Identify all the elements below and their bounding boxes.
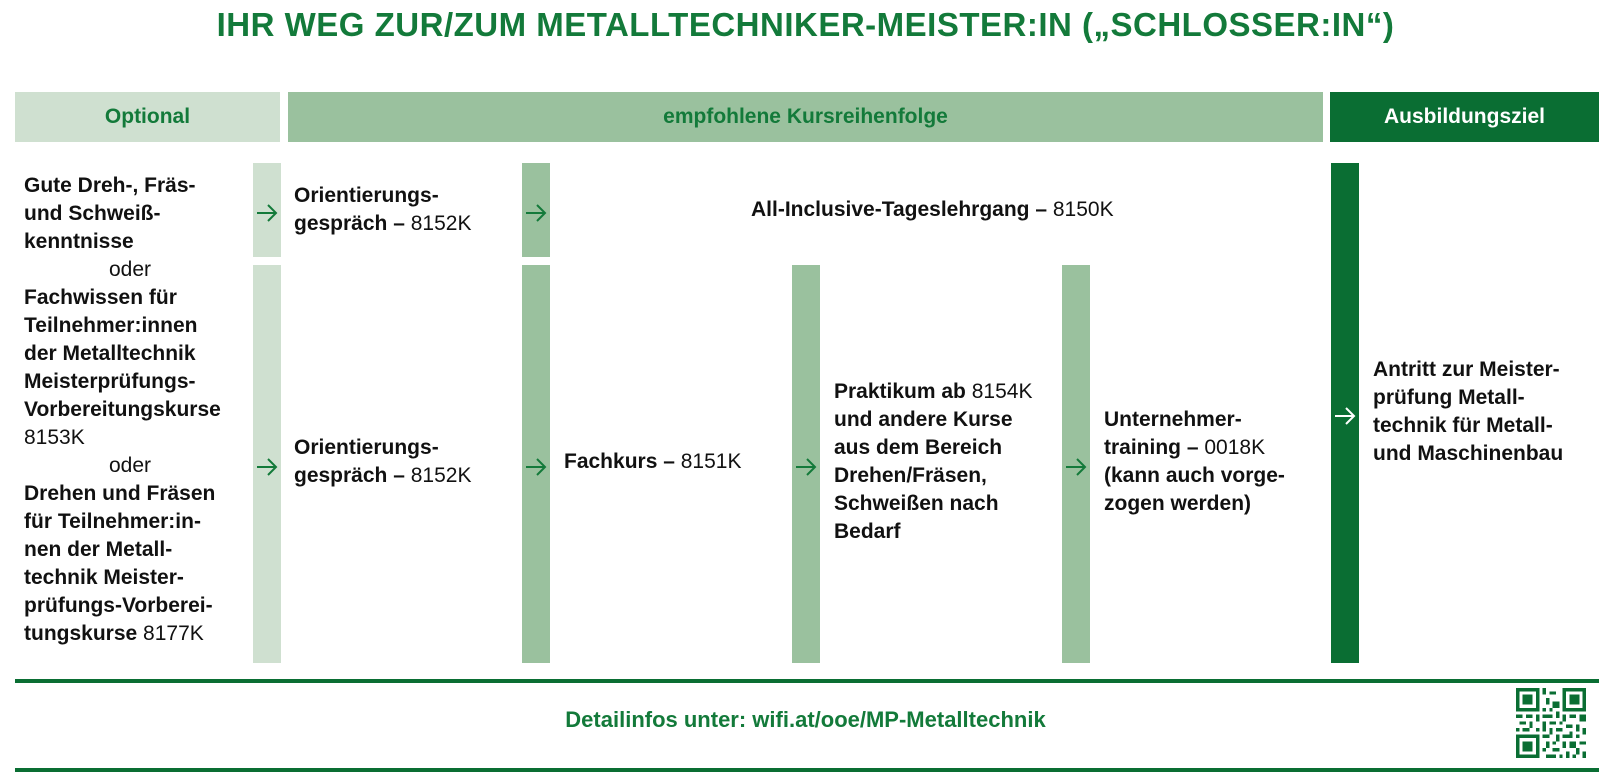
prereq-second-line: Teilnehmer:innen xyxy=(24,314,198,337)
prereq-second-line: Fachwissen für xyxy=(24,286,177,309)
row2-orientation xyxy=(294,434,519,490)
arrow-right-icon xyxy=(253,453,281,481)
prereq-third-line: prüfungs-Vorberei- xyxy=(24,594,213,617)
praktikum-line: Drehen/Fräsen, xyxy=(834,464,987,487)
prereq-first-line: kenntnisse xyxy=(24,230,134,253)
orientation-label: gespräch – xyxy=(294,212,405,235)
prereq-or: oder xyxy=(109,258,152,281)
praktikum-line: aus dem Bereich xyxy=(834,436,1003,459)
unternehmer-note: zogen werden) xyxy=(1104,492,1252,515)
prereq-third-line: für Teilnehmer:in- xyxy=(24,510,201,533)
unternehmer-label: training – xyxy=(1104,436,1199,459)
praktikum-label: Praktikum ab xyxy=(834,380,966,403)
row2-praktikum xyxy=(834,378,1059,546)
goal-line: prüfung Metall- xyxy=(1373,386,1525,409)
course-code: 8177K xyxy=(143,622,204,645)
header-recommended xyxy=(288,92,1323,142)
footer-rule-top xyxy=(15,679,1599,683)
orientation-label: gespräch – xyxy=(294,464,405,487)
fachkurs-label: Fachkurs – xyxy=(564,450,675,473)
header-optional xyxy=(15,92,280,142)
row1-all-inclusive xyxy=(751,196,1114,224)
footer-link[interactable]: Detailinfos unter: wifi.at/ooe/MP-Metalltechnik xyxy=(565,707,1046,732)
header-recommended-label: empfohlene Kursreihenfolge xyxy=(663,105,948,128)
unternehmer-label: Unternehmer- xyxy=(1104,408,1242,431)
prereq-third-line: Drehen und Fräsen xyxy=(24,482,216,505)
praktikum-line: und andere Kurse xyxy=(834,408,1013,431)
prereq-third xyxy=(24,480,252,648)
course-code: 8154K xyxy=(971,380,1033,403)
prereq-second xyxy=(24,284,252,452)
unternehmer-note: (kann auch vorge- xyxy=(1104,464,1285,487)
course-code: 0018K xyxy=(1204,436,1266,459)
goal-line: Antritt zur Meister- xyxy=(1373,358,1560,381)
prereq-second-line: Vorbereitungskurse xyxy=(24,398,221,421)
row2-unternehmertraining xyxy=(1104,406,1329,518)
arrow-right-icon xyxy=(792,453,820,481)
prereq-or: oder xyxy=(109,454,152,477)
course-code: 8151K xyxy=(680,450,742,473)
page-title: IHR WEG ZUR/ZUM METALLTECHNIKER-MEISTER:IN („SCHLOSSER:IN“) xyxy=(216,6,1395,43)
goal-line: technik für Metall- xyxy=(1373,414,1553,437)
goal-line: und Maschinenbau xyxy=(1373,442,1564,465)
orientation-label: Orientierungs- xyxy=(294,436,439,459)
prereq-first xyxy=(24,172,249,256)
prereq-first-line: Gute Dreh-, Fräs- xyxy=(24,174,196,197)
course-code: 8150K xyxy=(1052,198,1114,221)
header-goal-label: Ausbildungsziel xyxy=(1383,105,1545,128)
footer-rule-bottom xyxy=(15,768,1599,772)
arrow-right-icon xyxy=(1062,453,1090,481)
row2-fachkurs xyxy=(564,448,741,476)
praktikum-line: Schweißen nach xyxy=(834,492,999,515)
qr-code-icon[interactable] xyxy=(1516,688,1586,758)
header-goal xyxy=(1330,92,1599,142)
prereq-second-line: Meisterprüfungs- xyxy=(24,370,196,393)
goal-text xyxy=(1373,356,1603,468)
all-inclusive-label: All-Inclusive-Tageslehrgang – xyxy=(751,198,1048,221)
arrow-right-icon xyxy=(522,199,550,227)
header-optional-label: Optional xyxy=(104,105,191,128)
prereq-third-line: tungskurse xyxy=(24,622,138,645)
course-code: 8152K xyxy=(410,464,472,487)
arrow-right-icon xyxy=(1331,402,1359,430)
row1-orientation xyxy=(294,182,519,238)
prereq-third-line: technik Meister- xyxy=(24,566,184,589)
prereq-third-line: nen der Metall- xyxy=(24,538,173,561)
arrow-right-icon xyxy=(522,453,550,481)
course-code: 8152K xyxy=(410,212,472,235)
arrow-right-icon xyxy=(253,199,281,227)
prereq-first-line: und Schweiß- xyxy=(24,202,161,225)
praktikum-line: Bedarf xyxy=(834,520,901,543)
course-code: 8153K xyxy=(24,426,85,449)
orientation-label: Orientierungs- xyxy=(294,184,439,207)
prereq-second-line: der Metalltechnik xyxy=(24,342,196,365)
